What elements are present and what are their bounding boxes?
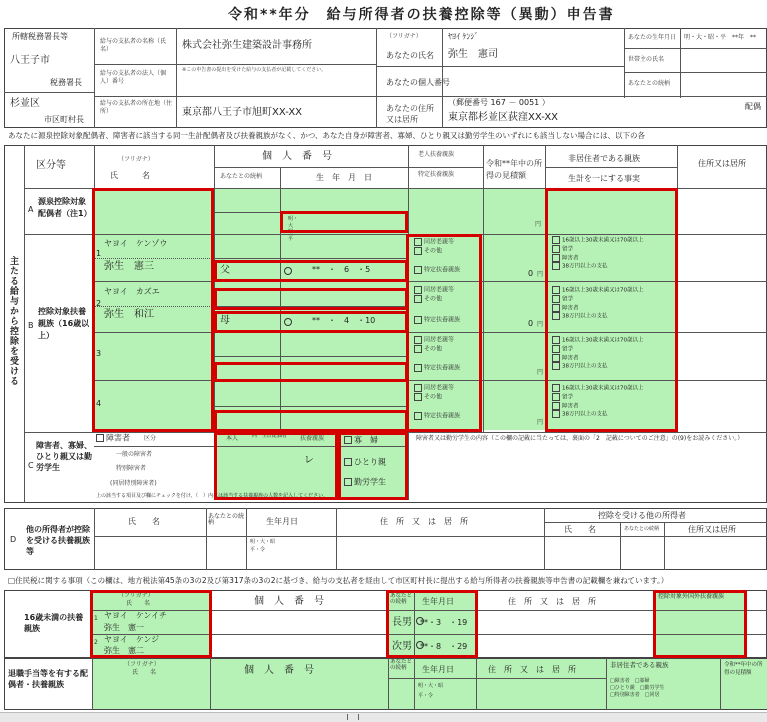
b-row-3-unit: 円 bbox=[537, 369, 544, 376]
highlight-b4-birth bbox=[214, 410, 408, 432]
b-row-2-relation[interactable]: 母 bbox=[220, 315, 230, 326]
highlight-names bbox=[92, 188, 214, 432]
b1-nonres-1: 16歳以上30歳未満又は70歳以上 bbox=[562, 237, 644, 244]
c-fuyou: 扶養親族 bbox=[300, 435, 325, 442]
d-other-relation: あなたとの続柄 bbox=[624, 526, 660, 532]
ret-header-furigana: （フリガナ） bbox=[124, 661, 160, 668]
section-b-label: 控除対象扶養親族（16歳以上） bbox=[38, 307, 90, 340]
section-a-letter: A bbox=[28, 205, 34, 214]
ret-opt-5: □特別障害者 bbox=[610, 692, 640, 698]
birth-value[interactable]: 明・大・昭・平 **年 ** bbox=[684, 34, 757, 41]
b-row-2-income[interactable]: 0 bbox=[528, 319, 534, 328]
tax-office-suffix: 税務署長 bbox=[50, 78, 82, 87]
section-c-letter: C bbox=[28, 461, 34, 470]
u16-row-1-name[interactable]: 弥生 憲一 bbox=[104, 623, 144, 632]
postal-code[interactable]: （郵便番号 167 － 0051 ） bbox=[448, 98, 550, 107]
highlight-b1-birth bbox=[214, 260, 408, 282]
b-row-1-relation[interactable]: 父 bbox=[220, 265, 230, 276]
address-label: あなたの住所又は居所 bbox=[386, 104, 434, 125]
ret-opt-4: □勤労学生 bbox=[639, 685, 665, 691]
col-kojin-bango: 個 人 番 号 bbox=[262, 151, 332, 162]
c-kubun: 区分 bbox=[144, 435, 157, 442]
d-col-address: 住 所 又 は 居 所 bbox=[380, 517, 468, 526]
col-nonresident: 非居住者である親族 bbox=[568, 154, 640, 163]
b2-nonres-2: 留学 bbox=[562, 296, 574, 303]
section-d-label: 他の所得者が控除を受ける扶養親族等 bbox=[26, 525, 90, 557]
d-col-shimei: 氏 名 bbox=[128, 517, 160, 526]
u16-row-2-no: 2 bbox=[94, 639, 98, 646]
section-a-income-unit: 円 bbox=[535, 221, 542, 228]
b4-specific: 特定扶養親族 bbox=[424, 412, 461, 420]
col-address: 住所又は居所 bbox=[698, 159, 746, 168]
b-row-1-income[interactable]: 0 bbox=[528, 269, 534, 278]
b-row-1-unit: 円 bbox=[537, 271, 544, 278]
b-row-2-furigana[interactable]: ヤヨイ カズエ bbox=[104, 287, 160, 296]
ret-income: 令和**年中の所得の見積額 bbox=[724, 662, 763, 676]
b4-nonres-2: 留学 bbox=[562, 394, 574, 401]
payer-number-note: ※この申告書の提出を受けた給与の支払者が記載してください。 bbox=[182, 67, 327, 73]
b1-nonres-2: 留学 bbox=[562, 246, 574, 253]
d-era2: 平・令 bbox=[250, 547, 266, 553]
b3-elderly-opt2: その他 bbox=[424, 345, 443, 353]
d-other-address: 住所又は居所 bbox=[688, 525, 736, 534]
c-footnote: 上の該当する項目及び欄にチェックを付け、（ ）内には該当する扶養親族の人数を記入してください。 bbox=[96, 493, 329, 499]
d-col-birth: 生年月日 bbox=[266, 517, 298, 526]
ret-era2: 平・令 bbox=[418, 693, 434, 699]
u16-row-1-furigana[interactable]: ヤヨイ ケンイチ bbox=[104, 611, 167, 620]
b4-nonres-4: 38万円以上の支払 bbox=[562, 411, 608, 418]
u16-nonresident: 控除対象外国外扶養親族 bbox=[658, 593, 725, 600]
section-d-letter: D bbox=[10, 535, 17, 544]
ret-header-name: 氏 名 bbox=[132, 669, 157, 676]
b2-nonres-4: 38万円以上の支払 bbox=[562, 313, 608, 320]
c-honnin: 本人 bbox=[226, 435, 239, 442]
c-single-parent: ひとり親 bbox=[354, 457, 386, 467]
householder-label: 世帯主の氏名 bbox=[628, 56, 665, 63]
col-same-living: 生計を一にする事実 bbox=[568, 174, 640, 183]
furigana-value[interactable]: ﾔﾖｲ ｹﾝｼﾞ bbox=[448, 32, 479, 41]
b1-nonres-4: 38万円以上の支払 bbox=[562, 263, 608, 270]
b1-nonres-3: 障害者 bbox=[562, 255, 579, 261]
b4-elderly-opt1: 同居老親等 bbox=[424, 384, 455, 392]
d-col-zokugara: あなたとの続柄 bbox=[208, 513, 245, 526]
b-row-2-name[interactable]: 弥生 和江 bbox=[104, 309, 154, 320]
ret-address: 住 所 又 は 居 所 bbox=[488, 665, 576, 674]
scrollbar-grip-icon[interactable] bbox=[347, 714, 359, 720]
u16-row-2-furigana[interactable]: ヤヨイ ケンジ bbox=[104, 635, 160, 644]
b-row-2-unit: 円 bbox=[537, 321, 544, 328]
highlight-u16-names bbox=[90, 590, 212, 658]
col-specific: 特定扶養親族 bbox=[418, 171, 455, 178]
era-circle-icon bbox=[416, 617, 424, 625]
highlight-elderly bbox=[406, 234, 482, 432]
b2-specific: 特定扶養親族 bbox=[424, 316, 461, 324]
era-circle-icon bbox=[284, 318, 292, 326]
b2-nonres-3: 障害者 bbox=[562, 305, 579, 311]
ret-opt-3: □ひとり親 bbox=[610, 685, 635, 691]
municipality: 杉並区 bbox=[10, 98, 40, 109]
c-row-cohab: (同居特別障害者) bbox=[110, 480, 157, 487]
c-disabled-label: 障害者 bbox=[106, 433, 130, 443]
u16-row-2-name[interactable]: 弥生 憲二 bbox=[104, 646, 144, 655]
name-value[interactable]: 弥生 憲司 bbox=[448, 49, 498, 60]
birth-label: あなたの生年月日 bbox=[628, 34, 677, 41]
b2-nonres-1: 16歳以上30歳未満又は70歳以上 bbox=[562, 287, 644, 294]
u16-zokugara: あなたとの続柄 bbox=[390, 593, 413, 605]
col-furigana: （フリガナ） bbox=[118, 156, 154, 163]
c-widow: 寡 婦 bbox=[354, 435, 378, 445]
col-elderly: 老人扶養親族 bbox=[418, 151, 455, 158]
u16-row-1-no: 1 bbox=[94, 615, 98, 622]
furigana-label: （フリガナ） bbox=[386, 33, 422, 40]
col-kubun: 区分等 bbox=[36, 160, 66, 171]
u16-address: 住 所 又 は 居 所 bbox=[508, 597, 596, 606]
section-b-letter: B bbox=[28, 321, 34, 330]
tax-office-label: 所轄税務署長等 bbox=[12, 32, 68, 41]
b-row-1-no: 1 bbox=[96, 249, 102, 258]
b2-elderly-opt1: 同居老親等 bbox=[424, 286, 455, 294]
b-row-3-no: 3 bbox=[96, 349, 102, 358]
spouse-flag-label: 配偶 bbox=[745, 102, 761, 111]
section-c-label: 障害者、寡婦、ひとり親又は勤労学生 bbox=[36, 441, 92, 473]
highlight-nonresident bbox=[545, 188, 678, 432]
highlight-c-values bbox=[214, 432, 338, 500]
c-row-general: 一般の障害者 bbox=[116, 451, 153, 458]
address-value[interactable]: 東京都杉並区荻窪XX-XX bbox=[448, 112, 559, 123]
section-a-era: 明・大昭・平 bbox=[288, 216, 299, 242]
ret-opt-6: □同居 bbox=[644, 692, 660, 698]
notice-text: あなたに源泉控除対象配偶者、障害者に該当する同一生計配偶者及び扶養親族がなく、かつ、あなた自身が障害者、寡婦、ひとり親又は勤労学生のいずれにも該当しない場合には、以下の各 bbox=[8, 131, 646, 140]
b4-elderly-opt2: その他 bbox=[424, 393, 443, 401]
b3-nonres-1: 16歳以上30歳未満又は70歳以上 bbox=[562, 337, 644, 344]
d-era1: 明・大・昭 bbox=[250, 539, 276, 545]
ret-opt-2: □寡婦 bbox=[634, 678, 650, 684]
col-shimei: 氏 名 bbox=[110, 171, 150, 180]
b-row-1-furigana[interactable]: ヤヨイ ケンゾウ bbox=[104, 239, 168, 248]
b-row-2-birth[interactable]: ** ・ 4 ・10 bbox=[312, 316, 376, 325]
municipality-suffix: 市区町村長 bbox=[44, 115, 84, 124]
ret-opt-1: □障害者 bbox=[610, 678, 630, 684]
b4-nonres-1: 16歳以上30歳未満又は70歳以上 bbox=[562, 385, 644, 392]
highlight-u16-nonresident bbox=[653, 590, 747, 658]
payer-address[interactable]: 東京都八王子市旭町XX-XX bbox=[182, 107, 303, 118]
highlight-c-options bbox=[338, 432, 408, 500]
payer-address-label: 給与の支払者の所在地（住所） bbox=[100, 100, 173, 116]
payer-name-label: 給与の支払者の名称（氏名） bbox=[100, 38, 167, 54]
resident-tax-note: □住民税に関する事項（この欄は、地方税法第45条の3の2及び第317条の3の2に基づき、給与の支払者を経由して市区町村長に提出する給与所得者の扶養親族等申告書の記載欄を兼ねています。） bbox=[8, 576, 669, 585]
u16-row-2-birth[interactable]: **・8 ・29 bbox=[420, 642, 468, 651]
section-b-side-label: 主たる給与から控除を受ける bbox=[8, 256, 18, 386]
tax-office-city: 八王子市 bbox=[10, 55, 50, 66]
u16-row-1-birth[interactable]: **・3 ・19 bbox=[420, 618, 468, 627]
c-student: 勤労学生 bbox=[354, 477, 386, 487]
c-check-mark[interactable]: レ bbox=[304, 455, 314, 466]
highlight-a-birth bbox=[280, 211, 408, 233]
b-row-4-no: 4 bbox=[96, 399, 102, 408]
highlight-b3-birth bbox=[214, 362, 408, 382]
b3-elderly-opt1: 同居老親等 bbox=[424, 336, 455, 344]
ret-zokugara: あなたとの続柄 bbox=[390, 659, 413, 671]
ret-era1: 明・大・昭 bbox=[418, 683, 444, 689]
ret-kojin-bango: 個 人 番 号 bbox=[244, 665, 314, 676]
col-income: 令和**年中の所得の見積額 bbox=[486, 159, 542, 180]
c-same-life-spouse: 同一生計配偶者 bbox=[252, 433, 288, 439]
d-other-name: 氏 名 bbox=[564, 525, 596, 534]
horizontal-scrollbar[interactable] bbox=[0, 712, 767, 722]
form-title: 令和**年分 給与所得者の扶養控除等（異動）申告書 bbox=[228, 7, 615, 23]
b-row-1-name[interactable]: 弥生 憲三 bbox=[104, 261, 154, 272]
b-row-1-birth[interactable]: ** ・ 6 ・5 bbox=[312, 265, 371, 274]
relation-label: あなたとの続柄 bbox=[628, 80, 671, 87]
ret-nonresident: 非居住者である親族 bbox=[610, 661, 669, 669]
b3-nonres-4: 38万円以上の支払 bbox=[562, 363, 608, 370]
mynumber-label: あなたの個人番号 bbox=[386, 78, 450, 87]
era-circle-icon bbox=[416, 641, 424, 649]
b3-specific: 特定扶養親族 bbox=[424, 364, 461, 372]
b3-nonres-2: 留学 bbox=[562, 346, 574, 353]
highlight-u16-birth bbox=[386, 590, 478, 658]
highlight-b2-top bbox=[214, 288, 408, 310]
c-row-special: 特別障害者 bbox=[116, 465, 147, 472]
b1-elderly-opt2: その他 bbox=[424, 247, 443, 255]
u16-birth: 生年月日 bbox=[422, 597, 454, 606]
era-circle-icon bbox=[284, 267, 292, 275]
u16-header-furigana: （フリガナ） bbox=[118, 592, 154, 599]
ret-birth: 生年月日 bbox=[422, 665, 454, 674]
b2-elderly-opt2: その他 bbox=[424, 295, 443, 303]
retirement-label: 退職手当等を有する配偶者・扶養親族 bbox=[8, 669, 88, 690]
d-other-payer: 控除を受ける他の所得者 bbox=[598, 511, 686, 520]
under16-label: 16歳未満の扶養親族 bbox=[24, 613, 84, 634]
u16-row-1-relation[interactable]: 長男 bbox=[392, 617, 412, 628]
b1-elderly-opt1: 同居老親等 bbox=[424, 238, 455, 246]
u16-row-2-relation[interactable]: 次男 bbox=[392, 641, 412, 652]
b3-nonres-3: 障害者 bbox=[562, 355, 579, 361]
u16-kojin-bango: 個 人 番 号 bbox=[254, 596, 324, 607]
col-zokugara: あなたとの続柄 bbox=[220, 173, 263, 180]
b-row-4-unit: 円 bbox=[537, 419, 544, 426]
payer-number-label: 給与の支払者の法人（個人）番号 bbox=[100, 70, 167, 86]
u16-header-name: 氏 名 bbox=[126, 600, 151, 607]
name-label: あなたの氏名 bbox=[386, 51, 434, 60]
col-birth: 生 年 月 日 bbox=[316, 173, 372, 182]
b-row-2-no: 2 bbox=[96, 299, 102, 308]
c-content-label: 障害者又は勤労学生の内容（この欄の記載に当たっては、裏面の「2 記載についてのご注意」の(9)をお読みください。） bbox=[416, 435, 744, 442]
b1-specific: 特定扶養親族 bbox=[424, 266, 461, 274]
section-a-label: 源泉控除対象配偶者（注1） bbox=[38, 197, 92, 218]
b4-nonres-3: 障害者 bbox=[562, 403, 579, 409]
payer-name[interactable]: 株式会社弥生建築設計事務所 bbox=[182, 40, 312, 51]
highlight-b2-birth bbox=[214, 311, 408, 333]
